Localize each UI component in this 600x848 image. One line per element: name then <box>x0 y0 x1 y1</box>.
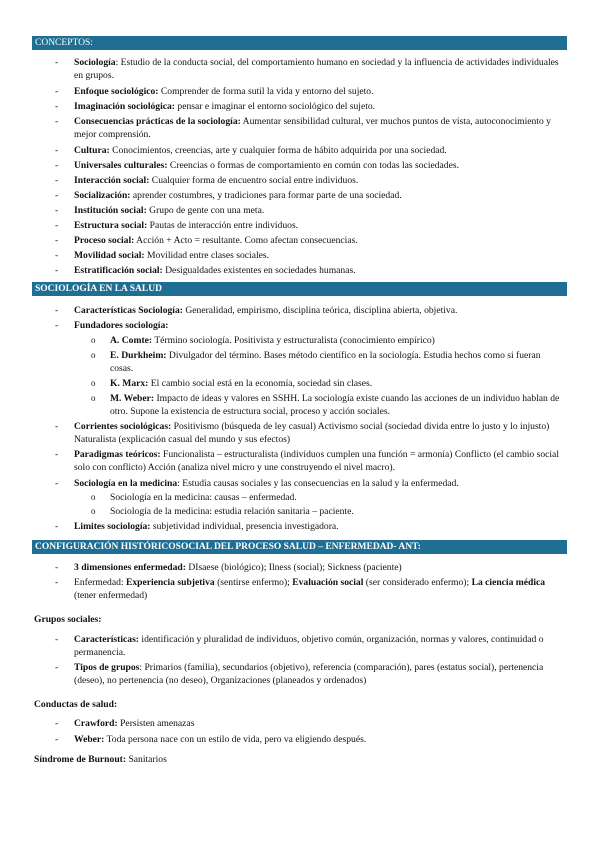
list-item <box>74 576 564 602</box>
item-term: Estratificación social: <box>74 265 163 276</box>
circle-bullet: o <box>91 393 96 403</box>
dash-bullet: - <box>55 116 59 127</box>
list-item <box>74 115 564 141</box>
item-term: Imaginación sociológica: <box>74 101 175 112</box>
sub-list-item <box>110 349 565 375</box>
item-text: Conocimientos, creencias, arte y cualquier forma de hábito adquirida por una sociedad. <box>109 145 447 156</box>
heading-grupos: Grupos sociales: <box>34 614 102 625</box>
item-text: (tener enfermedad) <box>74 590 148 602</box>
dash-bullet: - <box>55 205 59 216</box>
item-term: Socialización: <box>74 190 131 201</box>
list-item <box>74 56 564 82</box>
dash-bullet: - <box>55 265 59 276</box>
dash-bullet: - <box>55 634 59 645</box>
item-text: (ser considerado enfermo); <box>363 577 472 588</box>
item-term: Consecuencias prácticas de la sociología: <box>74 116 241 127</box>
item-term: 3 dimensiones enfermedad: <box>74 562 186 573</box>
item-term: Weber: <box>74 734 105 745</box>
dash-bullet: - <box>55 101 59 112</box>
circle-bullet: o <box>91 506 96 516</box>
list-item <box>74 85 564 98</box>
item-term: A. Comte: <box>110 335 153 346</box>
item-term: Características Sociología: <box>74 305 183 316</box>
item-term: Institución social: <box>74 205 147 216</box>
dash-bullet: - <box>55 305 59 316</box>
dash-bullet: - <box>55 562 59 573</box>
item-term: Tipos de grupos <box>74 662 140 673</box>
section-bar-sociologia: SOCIOLOGÍA EN LA SALUD <box>32 282 567 296</box>
list-item <box>74 219 564 232</box>
item-term: Movilidad social: <box>74 250 145 261</box>
list-item <box>74 249 564 262</box>
item-text: Término sociología. Positivista y estructuralista (conocimiento empírico) <box>152 335 435 346</box>
item-text: Comprender de forma sutil la vida y entorno del sujeto. <box>158 86 374 97</box>
list-item <box>74 633 564 659</box>
dash-bullet: - <box>55 449 59 460</box>
dash-bullet: - <box>55 718 59 729</box>
item-text: Desigualdades existentes en sociedades humanas. <box>162 265 356 276</box>
list-item <box>74 189 564 202</box>
item-text: Cualquier forma de encuentro social entre individuos. <box>149 175 359 186</box>
list-item <box>74 159 564 172</box>
list-item <box>74 144 564 157</box>
list-item <box>74 520 564 533</box>
section-bar-conceptos: CONCEPTOS: <box>32 36 567 50</box>
item-term: M. Weber: <box>110 393 155 404</box>
item-text: Aumentar sensibilidad cultural, ver muchos puntos de vista, autoconocimiento y mejor comprensión. <box>74 116 551 141</box>
item-text: El cambio social está en la economía, sociedad sin clases. <box>148 378 373 389</box>
burnout-line <box>34 753 167 766</box>
dash-bullet: - <box>55 478 59 489</box>
item-term: Sociología <box>74 57 116 68</box>
list-item <box>74 204 564 217</box>
dash-bullet: - <box>55 734 59 745</box>
dash-bullet: - <box>55 190 59 201</box>
heading-conductas: Conductas de salud: <box>34 699 118 710</box>
circle-bullet: o <box>91 335 96 345</box>
list-item <box>74 661 564 687</box>
dash-bullet: - <box>55 521 59 532</box>
list-item <box>74 420 564 446</box>
sub-list-item <box>110 377 565 390</box>
dash-bullet: - <box>55 421 59 432</box>
item-text: Sanitarios <box>126 754 167 765</box>
item-term: Proceso social: <box>74 235 135 246</box>
item-text: aprender costumbres, y tradiciones para formar parte de una sociedad. <box>130 190 402 201</box>
sub-list-item <box>110 392 565 418</box>
item-term: Sociología en la medicina <box>74 478 178 489</box>
sub-list-item <box>110 334 565 347</box>
dash-bullet: - <box>55 320 59 331</box>
item-term: Universales culturales: <box>74 160 168 171</box>
list-item <box>74 264 564 277</box>
list-item <box>74 448 564 474</box>
item-term: Estructura social: <box>74 220 148 231</box>
dash-bullet: - <box>55 86 59 97</box>
list-item <box>74 477 564 490</box>
item-term: Características: <box>74 634 139 645</box>
item-text: Enfermedad: <box>74 577 126 588</box>
dash-bullet: - <box>55 250 59 261</box>
list-item <box>74 174 564 187</box>
item-term: Limites sociología: <box>74 521 151 532</box>
list-item <box>74 304 564 317</box>
list-item <box>74 561 564 574</box>
dash-bullet: - <box>55 145 59 156</box>
section-bar-configuracion: CONFIGURACIÓN HISTÓRICOSOCIAL DEL PROCESO SALUD – ENFERMEDAD- ANT: <box>32 540 567 554</box>
item-text: : Primarios (familia), secundarios (objetivo), referencia (comparación), pares (estatus social), pertenencia (deseo), no pertenencia (no deseo), Organizaciones (planeados y ordenados) <box>74 662 544 687</box>
dash-bullet: - <box>55 235 59 246</box>
item-term: Cultura: <box>74 145 110 156</box>
dash-bullet: - <box>55 175 59 186</box>
item-text: Creencias o formas de comportamiento en común con todas las sociedades. <box>167 160 459 171</box>
item-term: Corrientes sociológicas: <box>74 421 172 432</box>
item-text: : Estudia causas sociales y las consecuencias en la salud y la enfermedad. <box>177 478 459 489</box>
item-text: : Estudio de la conducta social, del comportamiento humano en sociedad y la influencia de actividades individuales en grupos. <box>74 57 559 82</box>
dash-bullet: - <box>55 160 59 171</box>
list-item <box>74 733 564 746</box>
dash-bullet: - <box>55 57 59 68</box>
item-term: Fundadores sociología: <box>74 320 169 331</box>
item-text: Persisten amenazas <box>117 718 195 729</box>
item-text: Divulgador del término. Bases método científico en la sociología. Estudia hechos como si fueran cosas. <box>110 350 541 375</box>
item-text: subjetividad individual, presencia investigadora. <box>150 521 339 532</box>
item-text: Toda persona nace con un estilo de vida, pero va eligiendo después. <box>104 734 367 745</box>
item-term: Evaluación social <box>292 577 364 588</box>
item-text: Grupo de gente con una meta. <box>146 205 265 216</box>
item-term: K. Marx: <box>110 378 149 389</box>
item-text: Funcionalista – estructuralista (individuos cumplen una función = armonía) Conflicto (el cambio social solo con conflicto) Acción (analiza nivel micro y une construyendo el nivel macro). <box>74 449 559 474</box>
item-text: Movilidad entre clases sociales. <box>144 250 270 261</box>
item-text: (sentirse enfermo); <box>214 577 293 588</box>
item-text: DIsaese (biológico); Ilness (social); Sickness (paciente) <box>185 562 402 573</box>
item-term: Enfoque sociológico: <box>74 86 159 97</box>
item-term: Crawford: <box>74 718 118 729</box>
item-text: identificación y pluralidad de individuos, objetivo común, organización, normas y valores, continuidad o permanencia. <box>74 634 544 659</box>
item-text: Pautas de interacción entre individuos. <box>147 220 299 231</box>
list-item <box>74 319 564 332</box>
item-term: Interacción social: <box>74 175 150 186</box>
item-term: Experiencia subjetiva <box>125 577 215 588</box>
item-text: Positivismo (búsqueda de ley casual) Activismo social (sociedad divida entre lo justo y lo injusto) Naturalista (explicación casual del mundo y sus efectos) <box>74 421 550 446</box>
sub-list-item: Sociología en la medicina: causas – enfermedad. <box>110 492 297 503</box>
item-text: pensar e imaginar el entorno sociológico del sujeto. <box>175 101 376 112</box>
sub-list-item: Sociología de la medicina: estudia relación sanitaria – paciente. <box>110 506 354 517</box>
item-text: Generalidad, empirismo, disciplina teórica, disciplina abierta, objetiva. <box>182 305 458 316</box>
item-term: La ciencia médica <box>471 577 546 588</box>
dash-bullet: - <box>55 220 59 231</box>
list-item <box>74 100 564 113</box>
list-item <box>74 717 564 730</box>
item-term: Paradigmas teóricos: <box>74 449 161 460</box>
dash-bullet: - <box>55 662 59 673</box>
item-text: Impacto de ideas y valores en SSHH. La sociología existe cuando las acciones de un individuo hablan de otro. Supone la existencia de estructura social, proceso y acción sociales. <box>110 393 560 418</box>
dash-bullet: - <box>55 577 59 588</box>
item-term: Síndrome de Burnout: <box>34 754 127 765</box>
circle-bullet: o <box>91 350 96 360</box>
circle-bullet: o <box>91 492 96 502</box>
item-term: E. Durkheim: <box>110 350 167 361</box>
circle-bullet: o <box>91 378 96 388</box>
list-item <box>74 234 564 247</box>
item-text: Acción + Acto = resultante. Como afectan consecuencias. <box>134 235 358 246</box>
